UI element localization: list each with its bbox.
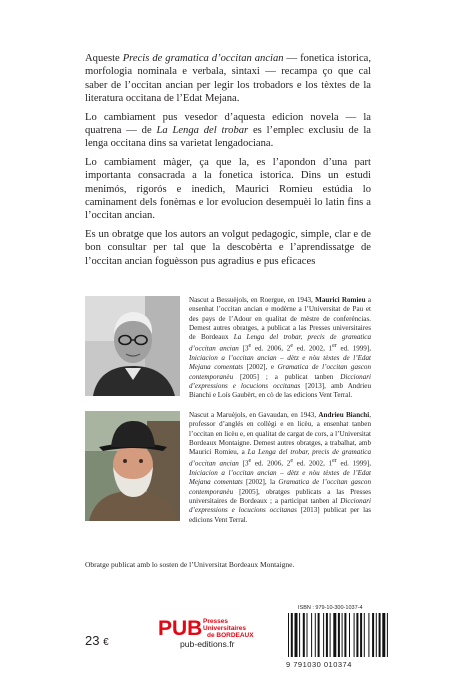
back-cover-blurb: [85, 52, 371, 273]
author-photo-romieu: [85, 296, 180, 396]
blurb-paragraph-4: Es un obratge que los autors an volgut pedagogic, simple, clar e de bon consultar per tal que la descobèrta e l’aprendissatge de l’occitan ancian foguèsson pus agradius e pus eficaces: [85, 228, 371, 267]
logo-line2: Universitaires: [203, 625, 246, 632]
author-name: Maurici Romieu: [315, 296, 366, 304]
blurb-text: Lo cambiament pus vesedor d’aquesta edicion novela — la quatrena — de: [85, 111, 371, 137]
publisher-url: pub-editions.fr: [180, 639, 235, 649]
blurb-text: Aqueste: [85, 53, 123, 64]
isbn-digits: 9 791030 010374: [286, 660, 352, 669]
price-value: 23: [85, 633, 100, 648]
blurb-text: es l’emplec exclusiu de la lenga occitana dins sa varietat lengadociana.: [85, 125, 371, 150]
author-bio-romieu: Nascut a Bessuèjols, en Roergue, en 1943, Maurici Romieu a ensenhat l’occitan ancian e modèrne a l’Universitat de Pau et des pays de l’Adour en qualitat de mèstre de conferéncias. Demest autres obratges, a publicat a las Presses universitaires de Bordeaux La Lenga del trobar, precis de gramatica d’occitan ancian [3e ed. 2006, 2e ed. 2002, 1er ed. 1999], Iniciacion a l’occitan ancian – dètz e nòu tèxtes de l’Edat Mejana comentats [2002], e Gramatica de l’occitan gascon contemporanèu [2005] ; a publicat tanben Diccionari d’expressions e locucions occitanas [2013], amb Andrieu Bianchi e Loís Gaubèrt, en cò de las edicions Vent Terral.: [189, 296, 372, 400]
price: [85, 633, 109, 648]
barcode: [282, 613, 394, 659]
price-currency: €: [103, 637, 109, 648]
logo-line1: Presses: [203, 618, 228, 625]
blurb-paragraph-2: [85, 111, 371, 151]
book-title-italic: Precis de gramatica d’occitan ancian: [122, 53, 284, 64]
blurb-paragraph-1: [85, 52, 371, 106]
isbn-label: ISBN : 979-10-300-1037-4: [298, 605, 363, 611]
logo-mark: PUB: [158, 617, 203, 640]
isbn-block: [282, 605, 394, 669]
logo-line3: de BORDEAUX: [207, 632, 254, 639]
blurb-text: — fonetica istorica, morfologia nominala e verbala, sintaxi — recampa ço que cal saber de l’occitan ancian per legir los trobadors e los tèxtes de la literatura occitana de l’Edat Mejana.: [85, 53, 372, 105]
author-photo-bianchi: [85, 411, 180, 521]
author-name: Andrieu Bianchi: [318, 411, 370, 419]
blurb-paragraph-3: Lo cambiament màger, ça que la, es l’apondon d’una part importanta consacrada a la fonetica istorica. Dins un estudi menimós, rigorós e inedich, Maurici Romieu estúdia lo caminament dels fonèmas e lor evolucion desempuèi lo latin fins a l’occitan ancian.: [85, 156, 371, 222]
support-note: Obratge publicat amb lo sosten de l’Universitat Bordeaux Montaigne.: [85, 560, 295, 569]
book-title-italic: La Lenga del trobar: [156, 125, 249, 137]
author-bio-bianchi: Nascut a Maruèjols, en Gavaudan, en 1943, Andrieu Bianchi, professor d’anglés en collègi e en licèu, a ensenhat tanben l’occitan en licèu e, en qualitat de cargat de cors, a l’Universitat Bordeaux Montaigne. Demest autres obratges, a trabalhat, amb Maurici Romieu, a La Lenga del trobar, precis de gramatica d’occitan ancian [3e ed. 2006, 2e ed. 2002, 1er ed. 1999], Iniciacion a l’occitan ancian – dètz e nòu tèxtes de l’Edat Mejana comentats [2002], la Gramatica de l’occitan gascon contemporanèu [2005], obratges publicats a las Presses universitaires de Bordeaux ; a participat tanben al Diccionari d’expressions e locucions occitanas [2013] publicat per las edicions Vent Terral.: [189, 411, 372, 524]
